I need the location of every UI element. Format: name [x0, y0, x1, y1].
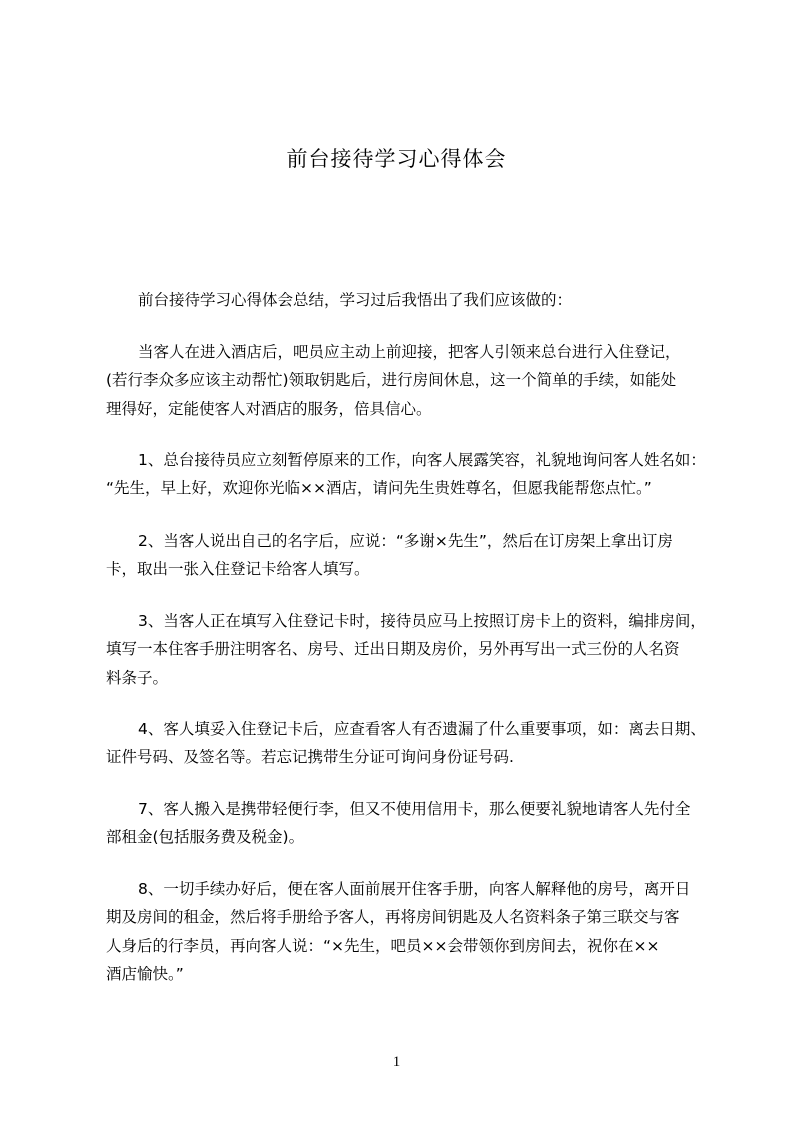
text-line: 人身后的行李员，再向客人说：“×先生，吧员××会带领你到房间去，祝你在××: [106, 936, 660, 955]
text-line: “先生，早上好，欢迎你光临××酒店，请问先生贵姓尊名，但愿我能帮您点忙。”: [106, 479, 652, 498]
text-line: 填写一本住客手册注明客名、房号、迁出日期及房价，另外再写出一式三份的人名资: [106, 640, 680, 659]
text-line: 期及房间的租金，然后将手册给予客人，再将房间钥匙及人名资料条子第三联交与客: [106, 908, 680, 927]
text-line: 证件号码、及签名等。若忘记携带生分证可询问身份证号码.: [106, 748, 514, 767]
page-number: 1: [392, 1054, 401, 1070]
paragraph-step-7: [106, 795, 746, 852]
text-line: 理得好，定能使客人对酒店的服务，倍具信心。: [106, 399, 432, 418]
paragraph-step-8: [106, 875, 746, 988]
text-line: 3、当客人正在填写入住登记卡时，接待员应马上按照订房卡上的资料，编排房间，: [138, 612, 706, 630]
text-line: 1、总台接待员应立刻暂停原来的工作，向客人展露笑容，礼貌地询问客人姓名如：: [138, 451, 706, 469]
text-line: 料条子。: [106, 668, 169, 687]
text-line: 2、当客人说出自己的名字后，应说：“多谢×先生”，然后在订房架上拿出订房: [138, 532, 673, 550]
text-line: 7、客人搬入是携带轻便行李，但又不使用信用卡，那么便要礼貌地请客人先付全: [138, 800, 691, 818]
paragraph-step-1: [106, 446, 746, 503]
paragraph-step-4: [106, 715, 746, 772]
text-line: 部租金(包括服务费及税金)。: [106, 828, 305, 847]
paragraph-intro: [106, 286, 746, 314]
paragraph-step-2: [106, 527, 746, 584]
text-line: 酒店愉快。”: [106, 964, 184, 983]
text-line: 卡，取出一张入住登记卡给客人填写。: [106, 560, 370, 579]
text-line: 前台接待学习心得体会总结，学习过后我悟出了我们应该做的：: [138, 291, 573, 309]
document-title: 前台接待学习心得体会: [286, 147, 507, 171]
paragraph-greeting: [106, 338, 746, 423]
text-line: (若行李众多应该主动帮忙)领取钥匙后，进行房间休息，这一个简单的手续，如能处: [106, 371, 677, 390]
text-line: 8、一切手续办好后，便在客人面前展开住客手册，向客人解释他的房号，离开日: [138, 880, 691, 898]
paragraph-step-3: [106, 607, 746, 692]
text-line: 4、客人填妥入住登记卡后，应查看客人有否遗漏了什么重要事项，如：离去日期、: [138, 720, 706, 738]
text-line: 当客人在进入酒店后，吧员应主动上前迎接，把客人引领来总台进行入住登记，: [138, 343, 681, 361]
